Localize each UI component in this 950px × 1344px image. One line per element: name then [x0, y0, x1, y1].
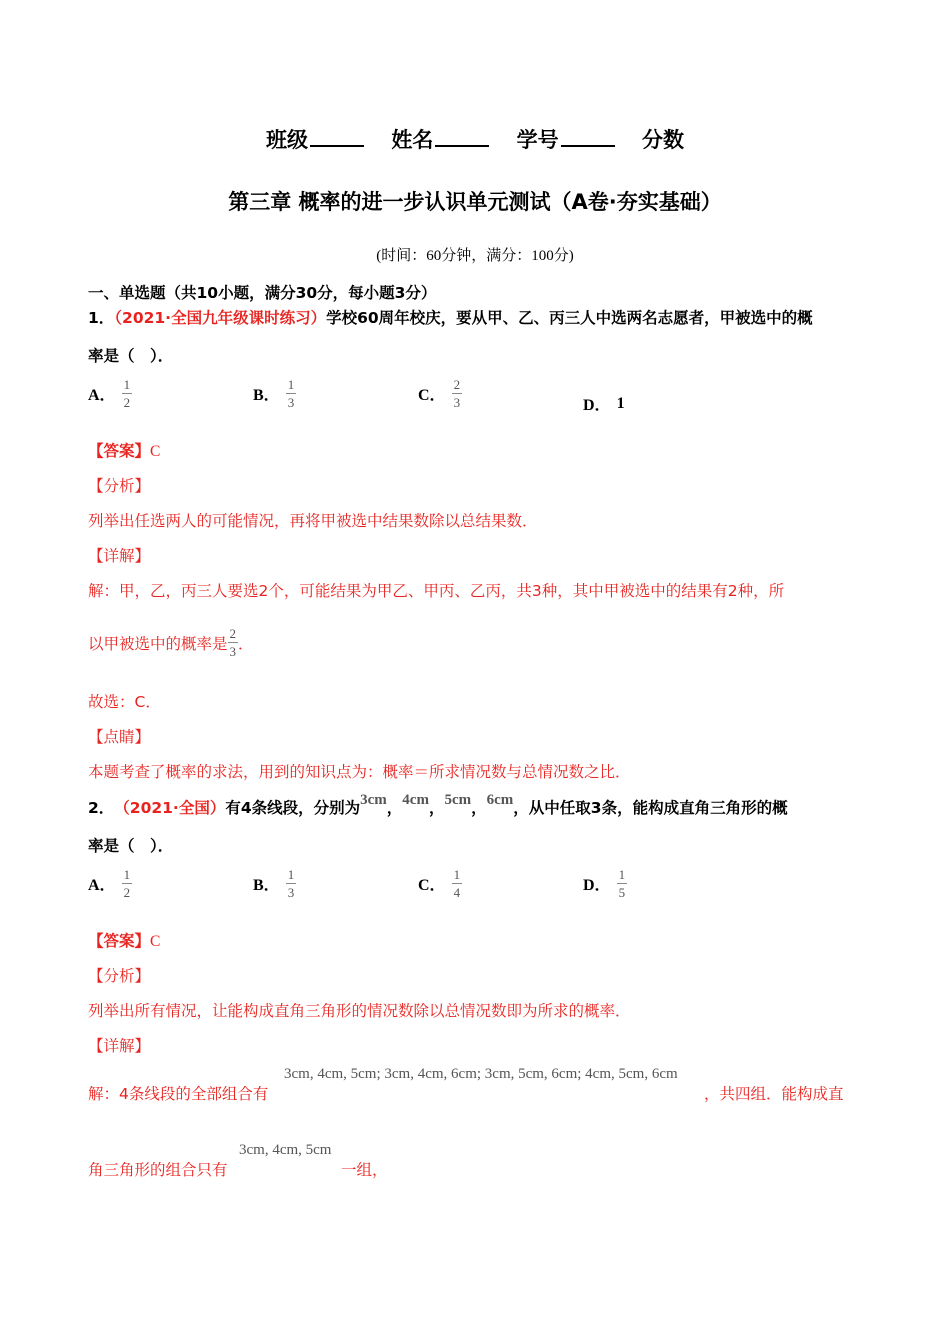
segment-length: 6cm: [486, 792, 514, 808]
q2-source: （2021·全国）: [114, 799, 226, 817]
name-label: 姓名: [391, 128, 434, 152]
q2-stem: 有4条线段，分别为: [225, 799, 361, 817]
q1-option-b: [253, 378, 296, 409]
id-label: 学号: [516, 128, 559, 152]
fraction-numerator: 1: [287, 377, 295, 392]
q2-detail-line1-end: ，共四组．能构成直: [704, 1085, 844, 1103]
id-blank: [561, 125, 615, 147]
score-field: [642, 124, 684, 154]
q2-stem: ，从中任取3条，能构成直角三角形的概: [513, 799, 788, 817]
name-field: [391, 124, 489, 154]
q1-tip: 本题考查了概率的求法，用到的知识点为：概率＝所求情况数与总情况数之比．: [88, 763, 631, 781]
answer-tag: 【答案】: [88, 442, 151, 460]
q1-stem-line2: 率是（ ）．: [88, 347, 174, 365]
q2-detail-line2-end: 一组，: [341, 1161, 388, 1179]
q2-combos: 3cm, 4cm, 5cm; 3cm, 4cm, 6cm; 3cm, 5cm, 6cm; 4cm, 5cm, 6cm: [284, 1066, 678, 1082]
student-info-line: [0, 124, 950, 154]
q2-option-b: [253, 868, 296, 899]
q2-stem-line2: 率是（ ）．: [88, 837, 174, 855]
fraction: [617, 868, 628, 899]
fraction-denominator: 2: [123, 885, 131, 900]
name-blank: [435, 125, 489, 147]
segment-length: 5cm: [444, 792, 472, 808]
fraction-numerator: 1: [287, 867, 295, 882]
class-blank: [310, 125, 364, 147]
fraction-denominator: 2: [123, 395, 131, 410]
q1-stem: 学校60周年校庆，要从甲、乙、丙三人中选两名志愿者，甲被选中的概: [326, 309, 813, 327]
fraction: [228, 627, 239, 658]
section-heading: 一、单选题（共10小题，满分30分，每小题3分）: [88, 284, 437, 302]
q2-detail-line2-text: 角三角形的组合只有: [88, 1161, 228, 1179]
q1-tip-tag: 【点睛】: [88, 728, 151, 746]
comma: ，: [428, 799, 445, 817]
fraction-denominator: 3: [287, 395, 295, 410]
class-label: 班级: [266, 128, 309, 152]
comma: ，: [471, 799, 487, 817]
q2-number: 2．: [88, 799, 115, 817]
q2-detail-tag: 【详解】: [88, 1037, 151, 1055]
q1-choose: 故选：C．: [88, 693, 161, 711]
option-label: B．: [253, 387, 280, 404]
answer-value: C: [150, 933, 161, 950]
option-label: C．: [418, 877, 446, 894]
q1-analysis-tag: 【分析】: [88, 477, 151, 495]
option-label: D．: [583, 877, 611, 894]
q1-detail-line2: [88, 627, 254, 658]
option-label: B．: [253, 877, 280, 894]
fraction-numerator: 1: [123, 377, 131, 392]
segment-length: 3cm: [360, 792, 387, 808]
fraction: [286, 868, 297, 899]
q2-answer: [88, 929, 160, 951]
q2-analysis: 列举出所有情况，让能构成直角三角形的情况数除以总情况数即为所求的概率．: [88, 1002, 631, 1020]
option-label: C．: [418, 387, 446, 404]
q2-option-a: [88, 868, 132, 899]
q2-analysis-tag: 【分析】: [88, 967, 151, 985]
q1-detail-tag: 【详解】: [88, 547, 151, 565]
q1-detail-line1: 解：甲，乙，丙三人要选2个，可能结果为甲乙、甲丙、乙丙，共3种，其中甲被选中的结果有2种，所: [88, 582, 785, 600]
option-label: D．: [583, 397, 611, 414]
q1-stem-line1: [88, 306, 813, 328]
fraction: [122, 378, 133, 409]
detail-text: 以甲被选中的概率是: [88, 634, 228, 653]
q2-stem-line1: [88, 792, 788, 818]
q1-analysis: 列举出任选两人的可能情况，再将甲被选中结果数除以总结果数．: [88, 512, 538, 530]
q1-source: （2021·全国九年级课时练习）: [114, 309, 327, 327]
q2-option-c: [418, 868, 462, 899]
fraction-denominator: 3: [229, 644, 237, 659]
comma: ，: [386, 799, 403, 817]
answer-tag: 【答案】: [88, 932, 151, 950]
id-field: [517, 124, 615, 154]
q1-option-d: [583, 392, 625, 415]
fraction-numerator: 2: [453, 377, 461, 392]
option-label: A．: [88, 877, 116, 894]
fraction: [452, 378, 463, 409]
q1-option-a: [88, 378, 132, 409]
fraction: [122, 868, 133, 899]
q1-answer: [88, 439, 160, 461]
q2-right-combo: 3cm, 4cm, 5cm: [239, 1142, 332, 1158]
fraction: [452, 868, 463, 899]
option-value: 1: [616, 394, 625, 412]
answer-value: C: [150, 443, 161, 460]
detail-text: ．: [238, 634, 254, 653]
q2-detail-line1-text: 解：4条线段的全部组合有: [88, 1085, 269, 1103]
fraction-denominator: 5: [618, 885, 626, 900]
fraction-numerator: 1: [618, 867, 626, 882]
q1-option-c: [418, 378, 462, 409]
fraction-denominator: 4: [453, 885, 461, 900]
fraction: [286, 378, 297, 409]
option-label: A．: [88, 387, 116, 404]
page-title: 第三章 概率的进一步认识单元测试（A卷·夯实基础）: [228, 190, 722, 214]
fraction-numerator: 2: [229, 626, 237, 641]
segment-length: 4cm: [402, 792, 429, 808]
fraction-denominator: 3: [287, 885, 295, 900]
fraction-numerator: 1: [123, 867, 131, 882]
fraction-numerator: 1: [453, 867, 461, 882]
page-subtitle: (时间：60分钟，满分：100分): [376, 248, 574, 264]
score-label: 分数: [641, 128, 684, 152]
fraction-denominator: 3: [453, 395, 461, 410]
class-field: [266, 124, 364, 154]
q1-number: 1．: [88, 309, 115, 327]
q2-option-d: [583, 868, 627, 899]
